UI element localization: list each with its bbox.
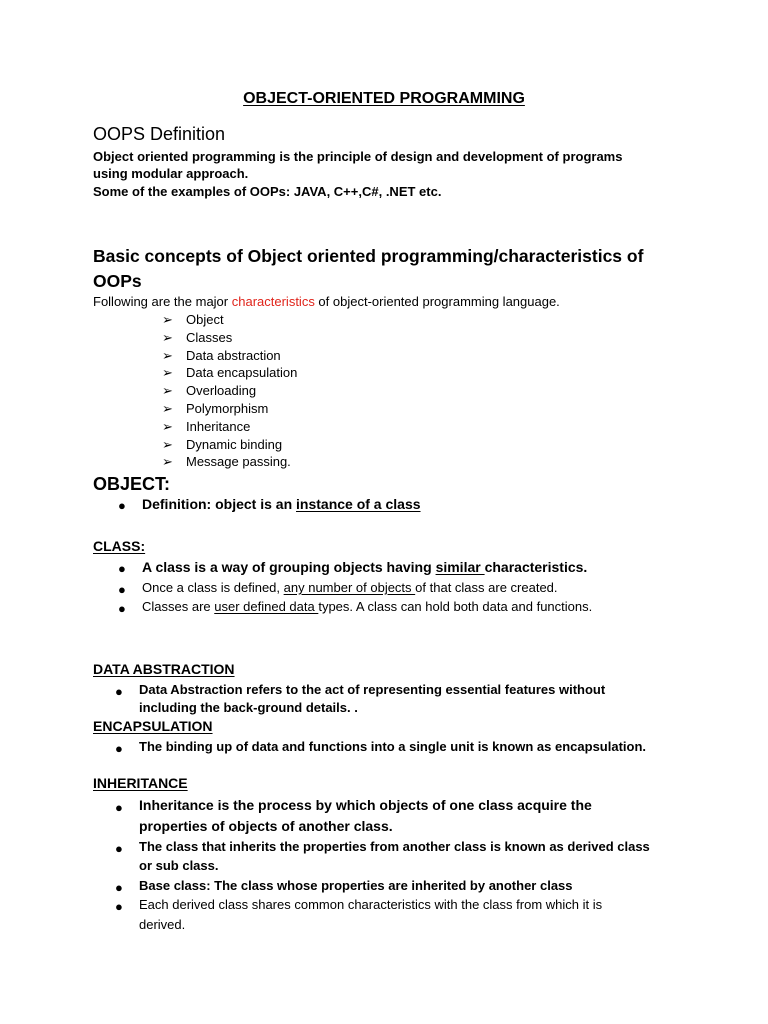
class-bullet-2-after: of that class are created. — [415, 580, 558, 595]
class-bullet-3-before: Classes are — [142, 599, 215, 614]
inheritance-heading: INHERITANCE — [93, 775, 188, 791]
arrow-bullet-icon: ➢ — [162, 454, 173, 469]
arrow-bullet-icon: ➢ — [162, 312, 173, 327]
bullet-icon: ● — [115, 899, 123, 914]
class-bullet-1 — [142, 559, 587, 575]
inheritance-bullet-2-line-2: or sub class. — [139, 858, 219, 873]
arrow-bullet-icon: ➢ — [162, 383, 173, 398]
inheritance-bullet-2-line-1: The class that inherits the properties from another class is known as derived class — [139, 839, 650, 854]
characteristics-list-item: Object — [186, 312, 224, 327]
inheritance-bullet-4-line-1: Each derived class shares common characteristics with the class from which it is — [139, 897, 603, 912]
arrow-bullet-icon: ➢ — [162, 365, 173, 380]
oops-definition-heading: OOPS Definition — [93, 124, 226, 144]
object-definition-text: Definition: object is an — [142, 496, 297, 512]
bullet-icon: ● — [115, 741, 123, 756]
characteristics-list-item: Dynamic binding — [186, 437, 283, 452]
intro-text-after: of object-oriented programming language. — [314, 294, 560, 309]
inheritance-bullet-3-line-1: Base class: The class whose properties are inherited by another class — [139, 878, 573, 893]
object-definition — [142, 496, 421, 512]
bullet-icon: ● — [118, 582, 126, 597]
data-abstraction-line-1: Data Abstraction refers to the act of representing essential features without — [139, 682, 606, 697]
bullet-icon: ● — [118, 561, 126, 576]
arrow-bullet-icon: ➢ — [162, 401, 173, 416]
data-abstraction-heading: DATA ABSTRACTION — [93, 661, 235, 677]
arrow-bullet-icon: ➢ — [162, 437, 173, 452]
encapsulation-heading: ENCAPSULATION — [93, 718, 213, 734]
basic-concepts-heading-line-1: Basic concepts of Object oriented programming/characteristics of — [93, 246, 644, 266]
arrow-bullet-icon: ➢ — [162, 330, 173, 345]
characteristics-list-item: Overloading — [186, 383, 257, 398]
inheritance-bullet-1-line-1: Inheritance is the process by which objects of one class acquire the — [139, 797, 592, 813]
arrow-bullet-icon: ➢ — [162, 419, 173, 434]
class-bullet-3-underlined: user defined data — [214, 599, 319, 614]
class-bullet-3 — [142, 599, 592, 614]
object-definition-underlined: instance of a class — [296, 496, 421, 512]
encapsulation-line-1: The binding up of data and functions into a single unit is known as encapsulation. — [139, 739, 647, 754]
arrow-bullet-icon: ➢ — [162, 348, 173, 363]
page-title: OBJECT-ORIENTED PROGRAMMING — [243, 90, 525, 107]
bullet-icon: ● — [115, 800, 123, 815]
characteristics-list-item: Data encapsulation — [186, 365, 298, 380]
characteristics-intro — [93, 294, 560, 309]
characteristics-list-item: Message passing. — [186, 454, 291, 469]
oops-definition-line-2: using modular approach. — [93, 166, 249, 181]
data-abstraction-line-2: including the back-ground details. . — [139, 700, 358, 715]
inheritance-bullet-4-line-2: derived. — [139, 917, 186, 932]
bullet-icon: ● — [115, 880, 123, 895]
class-bullet-2-underlined: any number of objects — [283, 580, 416, 595]
oops-examples-line: Some of the examples of OOPs: JAVA, C++,C#, .NET etc. — [93, 184, 442, 199]
characteristics-list-item: Data abstraction — [186, 348, 281, 363]
characteristics-list-item: Polymorphism — [186, 401, 269, 416]
bullet-icon: ● — [118, 601, 126, 616]
class-bullet-1-underlined: similar — [435, 559, 485, 575]
intro-text-before: Following are the major — [93, 294, 232, 309]
class-bullet-2-before: Once a class is defined, — [142, 580, 284, 595]
inheritance-bullet-1-line-2: properties of objects of another class. — [139, 818, 393, 834]
bullet-icon: ● — [115, 684, 123, 699]
object-heading: OBJECT: — [93, 474, 171, 494]
bullet-icon: ● — [118, 498, 126, 513]
class-bullet-3-after: types. A class can hold both data and functions. — [318, 599, 593, 614]
basic-concepts-heading-line-2: OOPs — [93, 271, 142, 291]
class-heading: CLASS: — [93, 538, 146, 554]
oops-definition-line-1: Object oriented programming is the principle of design and development of programs — [93, 149, 623, 164]
characteristics-list-item: Inheritance — [186, 419, 251, 434]
intro-highlight: characteristics — [231, 294, 315, 309]
class-bullet-1-before: A class is a way of grouping objects having — [142, 559, 436, 575]
class-bullet-2 — [142, 580, 558, 595]
characteristics-list-item: Classes — [186, 330, 233, 345]
class-bullet-1-after: characteristics. — [484, 559, 588, 575]
bullet-icon: ● — [115, 841, 123, 856]
